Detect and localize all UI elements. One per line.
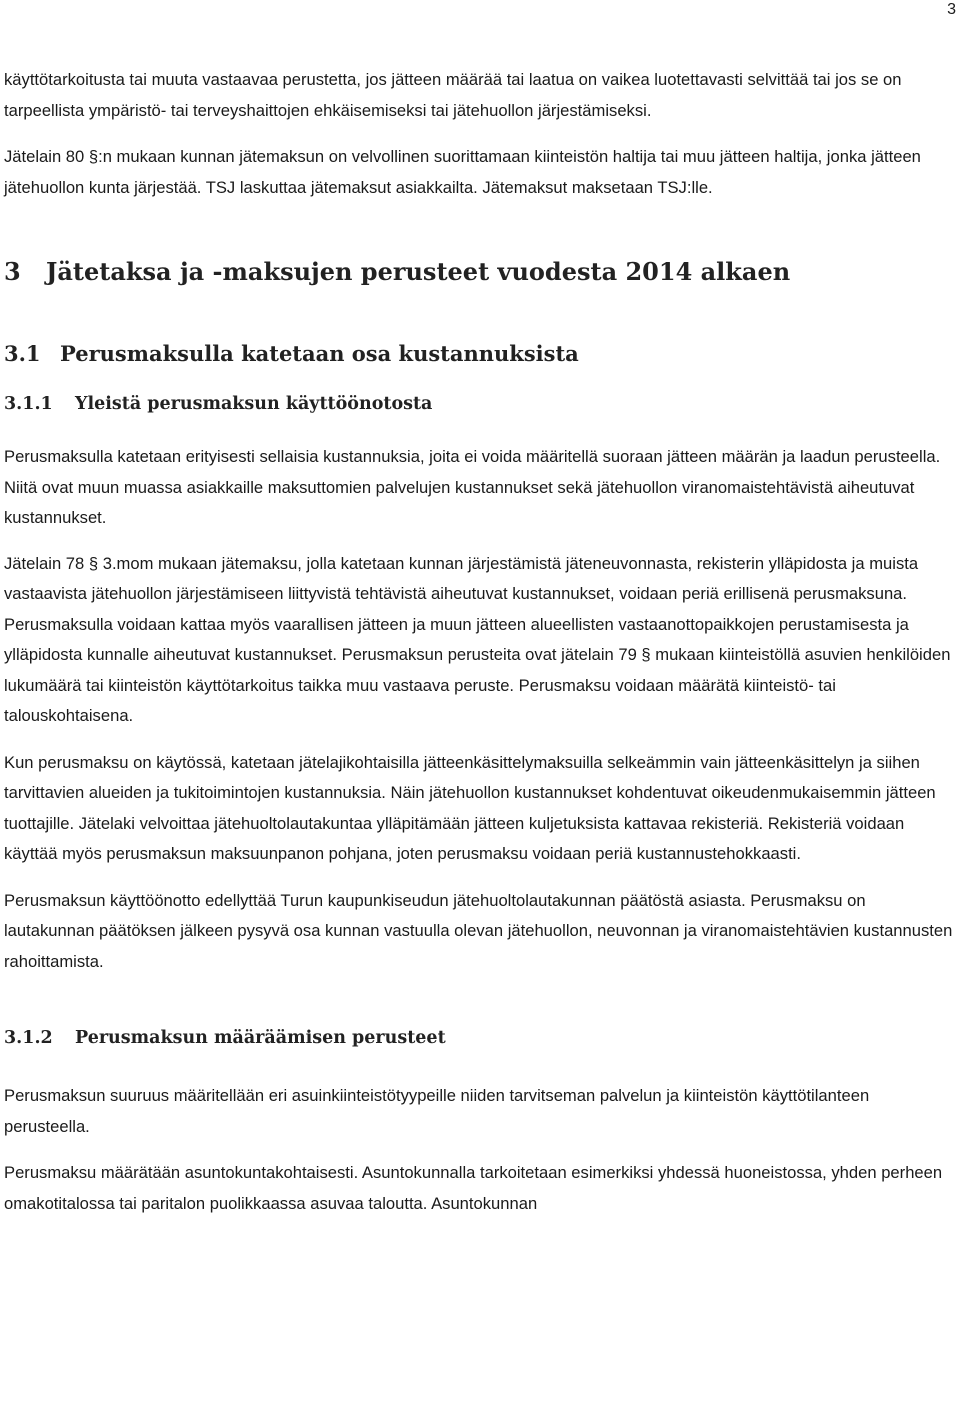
document-body bbox=[4, 65, 956, 1219]
section-number: 3 bbox=[4, 257, 21, 286]
paragraph-perusmaksu-purpose: Perusmaksulla katetaan erityisesti sellaisia kustannuksia, joita ei voida määritellä suoraan jätteen määrän ja laadun perusteella. Niitä ovat muun muassa asiakkaille maksuttomien palvelujen kustannukset sekä jätehuollon viranomaistehtävistä aiheutuvat kustannukset. bbox=[4, 447, 941, 527]
paragraph-perusmaksu-size: Perusmaksun suuruus määritellään eri asuinkiinteistötyypeille niiden tarvitseman palvelun ja kiinteistön käyttötilanteen perusteella. bbox=[4, 1086, 870, 1136]
section-title: Jätetaksa ja -maksujen perusteet vuodesta 2014 alkaen bbox=[46, 257, 791, 286]
subsubsection-heading-3-1-1 bbox=[4, 391, 956, 417]
subsection-title: Perusmaksulla katetaan osa kustannuksista bbox=[60, 341, 579, 366]
subsubsection-number: 3.1.1 bbox=[4, 394, 53, 414]
subsection-heading-3-1 bbox=[4, 339, 956, 369]
paragraph-perusmaksu-adoption: Perusmaksun käyttöönotto edellyttää Turun kaupunkiseudun jätehuoltolautakunnan päätöstä asiasta. Perusmaksu on lautakunnan päätöksen jälkeen pysyvä osa kunnan vastuulla olevan jätehuollon, neuvonnan ja viranomaistehtävien kustannusten rahoittamista. bbox=[4, 890, 953, 971]
subsubsection-number: 3.1.2 bbox=[4, 1028, 53, 1048]
paragraph-jatelain-78: Jätelain 78 § 3.mom mukaan jätemaksu, jolla katetaan kunnan järjestämistä jäteneuvonnasta, rekisterin ylläpidosta ja muista vastaavista jätehuollon järjestämiseen liittyvistä tehtävistä aiheutuvat kustannukset, voidaan periä erillisenä perusmaksuna. Perusmaksulla voidaan kattaa myös vaarallisen jätteen ja muun jätteen alueellisten vastaanottopaikkojen perustamisesta ja ylläpidosta kunnalle aiheutuvat kustannukset. Perusmaksun perusteita ovat jätelain 79 § mukaan kiinteistöllä asuvien henkilöiden lukumäärä tai kiinteistön käyttötarkoitus taikka muu vastaava peruste. Perusmaksu voidaan määrätä kiinteistö- tai talouskohtaisena. bbox=[4, 553, 951, 725]
subsection-number: 3.1 bbox=[4, 341, 41, 366]
section-heading-3 bbox=[4, 255, 956, 289]
paragraph-intro-continuation: käyttötarkoitusta tai muuta vastaavaa perustetta, jos jätteen määrää tai laatua on vaikea luotettavasti selvittää tai jos se on tarpeellista ympäristö- tai terveyshaittojen ehkäisemiseksi tai jätehuollon järjestämiseksi. bbox=[4, 70, 902, 120]
paragraph-asuntokunta: Perusmaksu määrätään asuntokuntakohtaisesti. Asuntokunnalla tarkoitetaan esimerkiksi yhdessä huoneistossa, yhden perheen omakotitalossa tai paritalon puolikkaassa asuvaa taloutta. Asuntokunnan bbox=[4, 1163, 943, 1213]
page-number: 3 bbox=[947, 1, 956, 18]
paragraph-perusmaksu-in-use: Kun perusmaksu on käytössä, katetaan jätelajikohtaisilla jätteenkäsittelymaksuilla selkeämmin vain jätteenkäsittelyn ja siihen tarvittavien alueiden ja tukitoimintojen kustannuksia. Näin jätehuollon kustannukset kohdentuvat oikeudenmukaisemmin jätteen tuottajille. Jätelaki velvoittaa jätehuoltolautakuntaa ylläpitämään jätteen kuljetuksista kattavaa rekisteriä. Rekisteriä voidaan käyttää myös perusmaksun maksuunpanon pohjana, joten perusmaksu voidaan periä kustannustehokkaasti. bbox=[4, 752, 936, 863]
subsubsection-title: Yleistä perusmaksun käyttöönotosta bbox=[75, 394, 433, 414]
subsubsection-heading-3-1-2 bbox=[4, 1025, 956, 1051]
subsubsection-title: Perusmaksun määräämisen perusteet bbox=[75, 1028, 446, 1048]
paragraph-jatelain-80: Jätelain 80 §:n mukaan kunnan jätemaksun on velvollinen suorittamaan kiinteistön haltija tai muu jätteen haltija, jonka jätteen jätehuollon kunta järjestää. TSJ laskuttaa jätemaksut asiakkailta. Jätemaksut maksetaan TSJ:lle. bbox=[4, 147, 921, 197]
